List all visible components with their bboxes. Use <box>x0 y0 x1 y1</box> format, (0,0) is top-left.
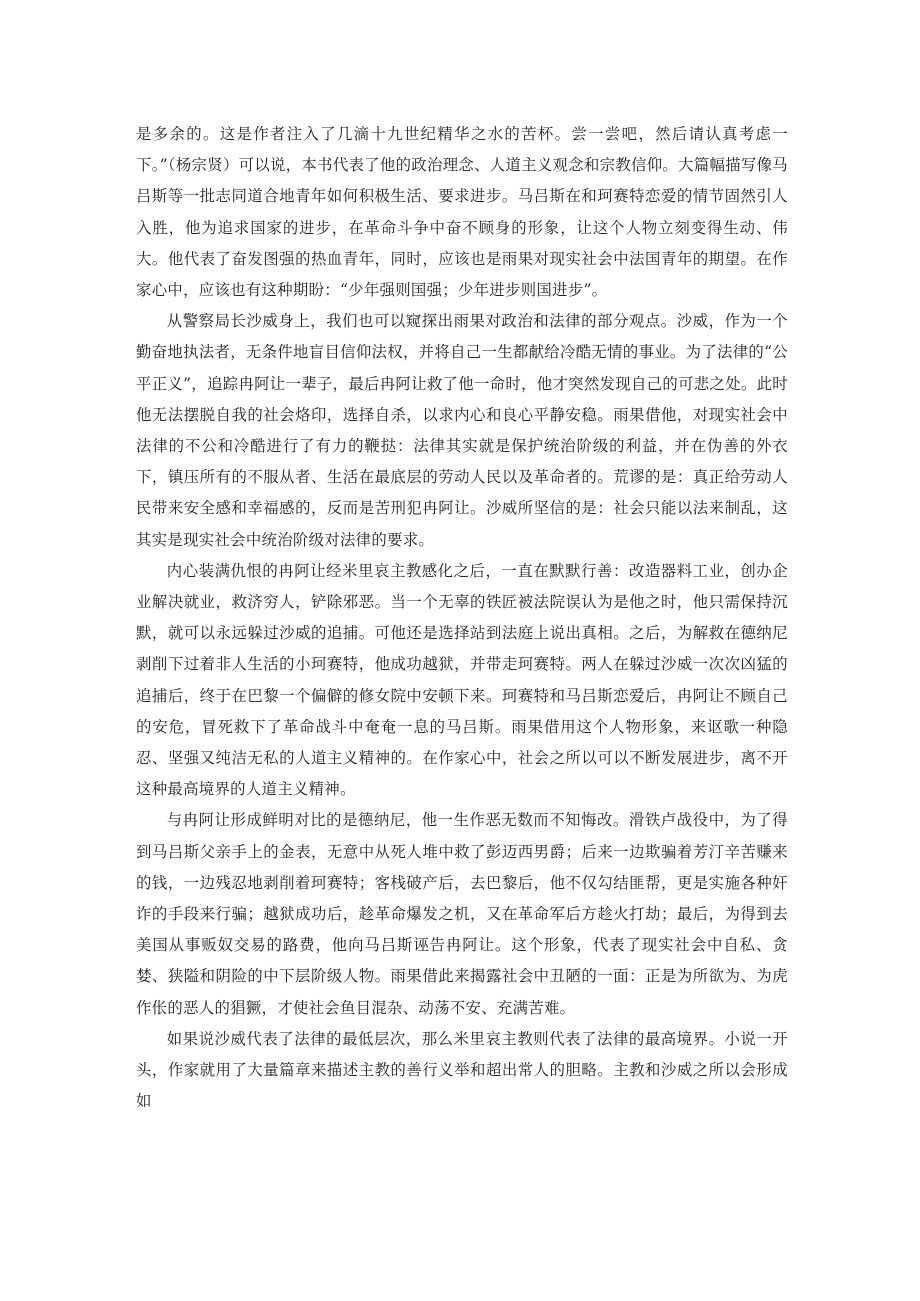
paragraph-2: 从警察局长沙威身上，我们也可以窥探出雨果对政治和法律的部分观点。沙威，作为一个勤奋地执法者，无条件地盲目信仰法权，并将自己一生都献给冷酷无情的事业。为了法律的“公平正义”，追踪冉阿让一辈子，最后冉阿让救了他一命时，他才突然发现自己的可悲之处。此时他无法摆脱自我的社会烙印，选择自杀，以求内心和良心平静安稳。雨果借他，对现实社会中法律的不公和冷酷进行了有力的鞭挞：法律其实就是保护统治阶级的利益，并在伪善的外衣下，镇压所有的不服从者、生活在最底层的劳动人民以及革命者的。荒谬的是：真正给劳动人民带来安全感和幸福感的，反而是苦刑犯冉阿让。沙威所坚信的是：社会只能以法来制乱，这其实是现实社会中统治阶级对法律的要求。 <box>136 312 788 549</box>
paragraph-4: 与冉阿让形成鲜明对比的是德纳尼，他一生作恶无数而不知悔改。滑铁卢战役中，为了得到马吕斯父亲手上的金表，无意中从死人堆中救了彭迈西男爵；后来一边欺骗着芳汀辛苦赚来的钱，一边残忍地剥削着珂赛特；客栈破产后，去巴黎后，他不仅勾结匪帮，更是实施各种奸诈的手段来行骗；越狱成功后，趁革命爆发之机，又在革命军后方趁火打劫；最后，为得到去美国从事贩奴交易的路费，他向马吕斯诬告冉阿让。这个形象，代表了现实社会中自私、贪婪、狭隘和阴险的中下层阶级人物。雨果借此来揭露社会中丑陋的一面：正是为所欲为、为虎作伥的恶人的猖獗，才使社会鱼目混杂、动荡不安、充满苦难。 <box>136 811 788 1017</box>
paragraph-1: 是多余的。这是作者注入了几滴十九世纪精华之水的苦杯。尝一尝吧，然后请认真考虑一下。”（杨宗贤）可以说，本书代表了他的政治理念、人道主义观念和宗教信仰。大篇幅描写像马吕斯等一批志同道合地青年如何积极生活、要求进步。马吕斯在和珂赛特恋爱的情节固然引人入胜，他为追求国家的进步，在革命斗争中奋不顾身的形象，让这个人物立刻变得生动、伟大。他代表了奋发图强的热血青年，同时，应该也是雨果对现实社会中法国青年的期望。在作家心中，应该也有这种期盼：“少年强则国强；少年进步则国进步”。 <box>136 125 788 300</box>
paragraph-3: 内心装满仇恨的冉阿让经米里哀主教感化之后，一直在默默行善：改造器料工业，创办企业解决就业，救济穷人，铲除邪恶。当一个无辜的铁匠被法院误认为是他之时，他只需保持沉默，就可以永远躲过沙威的追捕。可他还是选择站到法庭上说出真相。之后，为解救在德纳尼剥削下过着非人生活的小珂赛特，他成功越狱，并带走珂赛特。两人在躲过沙威一次次凶猛的追捕后，终于在巴黎一个偏僻的修女院中安顿下来。珂赛特和马吕斯恋爱后，冉阿让不顾自己的安危，冒死救下了革命战斗中奄奄一息的马吕斯。雨果借用这个人物形象，来讴歌一种隐忍、坚强又纯洁无私的人道主义精神的。在作家心中，社会之所以可以不断发展进步，离不开这种最高境界的人道主义精神。 <box>136 561 788 799</box>
paragraph-5: 如果说沙威代表了法律的最低层次，那么米里哀主教则代表了法律的最高境界。小说一开头，作家就用了大量篇章来描述主教的善行义举和超出常人的胆略。主教和沙威之所以会形成如 <box>136 1029 788 1111</box>
document-page <box>136 119 788 1118</box>
